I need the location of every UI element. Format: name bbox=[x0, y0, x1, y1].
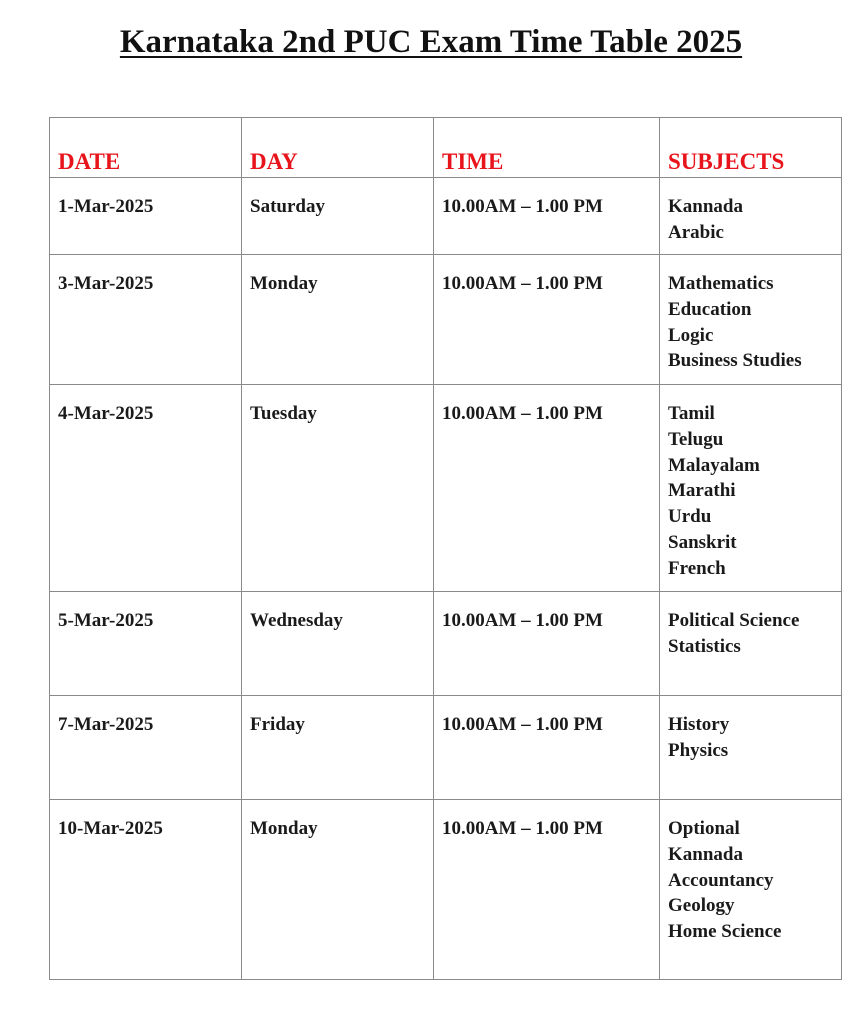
subject: Kannada bbox=[668, 843, 743, 865]
cell-subjects bbox=[660, 385, 842, 592]
cell-time: 10.00AM – 1.00 PM bbox=[434, 178, 660, 255]
cell-day: Tuesday bbox=[242, 385, 434, 592]
cell-time: 10.00AM – 1.00 PM bbox=[434, 385, 660, 592]
subject: Telugu bbox=[668, 428, 724, 450]
page-title: Karnataka 2nd PUC Exam Time Table 2025 bbox=[119, 24, 743, 60]
cell-time: 10.00AM – 1.00 PM bbox=[434, 255, 660, 385]
subject: Optional bbox=[668, 818, 740, 839]
table-row bbox=[50, 800, 842, 980]
cell-day: Monday bbox=[242, 255, 434, 385]
cell-date: 7-Mar-2025 bbox=[50, 696, 242, 800]
cell-time: 10.00AM – 1.00 PM bbox=[434, 696, 660, 800]
subject: Arabic bbox=[668, 221, 724, 243]
subject: Statistics bbox=[668, 635, 741, 657]
column-header-date: DATE bbox=[50, 118, 242, 178]
column-header-subjects: SUBJECTS bbox=[660, 118, 842, 178]
table-row bbox=[50, 696, 842, 800]
cell-date: 3-Mar-2025 bbox=[50, 255, 242, 385]
cell-day: Saturday bbox=[242, 178, 434, 255]
subject: Marathi bbox=[668, 480, 736, 502]
subject: Geology bbox=[668, 895, 735, 917]
subject: Accountancy bbox=[668, 869, 774, 891]
table-row bbox=[50, 255, 842, 385]
subject: Physics bbox=[668, 739, 729, 761]
table-header-row bbox=[50, 118, 842, 178]
subject: Home Science bbox=[668, 921, 782, 943]
table-row bbox=[50, 385, 842, 592]
exam-timetable bbox=[49, 117, 842, 980]
subject: Education bbox=[668, 298, 752, 320]
cell-subjects bbox=[660, 255, 842, 385]
cell-subjects bbox=[660, 800, 842, 980]
cell-day: Monday bbox=[242, 800, 434, 980]
subject: History bbox=[668, 714, 730, 735]
subject: Malayalam bbox=[668, 454, 760, 476]
cell-subjects bbox=[660, 592, 842, 696]
cell-time: 10.00AM – 1.00 PM bbox=[434, 800, 660, 980]
subject: French bbox=[668, 557, 726, 579]
column-header-day: DAY bbox=[242, 118, 434, 178]
subject: Kannada bbox=[668, 196, 743, 217]
cell-date: 4-Mar-2025 bbox=[50, 385, 242, 592]
table-row bbox=[50, 178, 842, 255]
cell-day: Friday bbox=[242, 696, 434, 800]
subject: Logic bbox=[668, 324, 714, 346]
subject: Mathematics bbox=[668, 273, 774, 294]
subject: Urdu bbox=[668, 506, 712, 528]
cell-subjects bbox=[660, 696, 842, 800]
subject: Political Science bbox=[668, 610, 800, 631]
subject: Business Studies bbox=[668, 350, 802, 372]
subject: Sanskrit bbox=[668, 531, 737, 553]
column-header-time: TIME bbox=[434, 118, 660, 178]
cell-time: 10.00AM – 1.00 PM bbox=[434, 592, 660, 696]
cell-subjects bbox=[660, 178, 842, 255]
cell-date: 1-Mar-2025 bbox=[50, 178, 242, 255]
table-row bbox=[50, 592, 842, 696]
cell-date: 10-Mar-2025 bbox=[50, 800, 242, 980]
subject: Tamil bbox=[668, 403, 715, 424]
cell-day: Wednesday bbox=[242, 592, 434, 696]
cell-date: 5-Mar-2025 bbox=[50, 592, 242, 696]
